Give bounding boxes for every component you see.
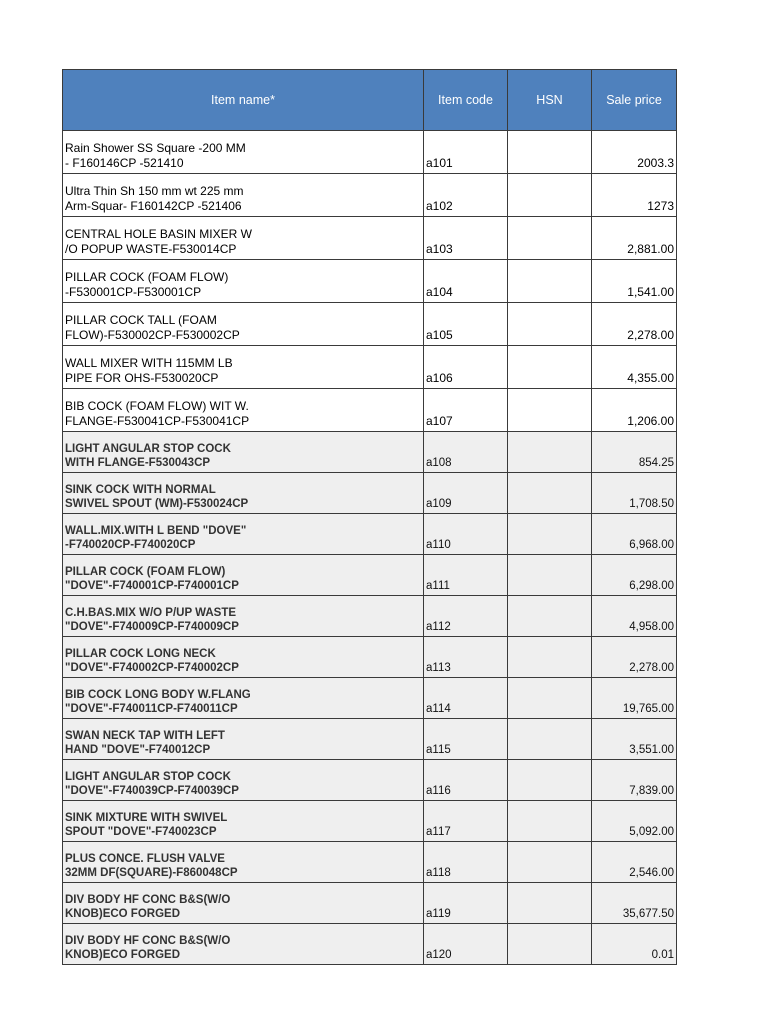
table-row [63, 555, 677, 596]
item-name-cell[interactable]: PILLAR COCK (FOAM FLOW) -F530001CP-F530001CP [63, 260, 424, 303]
hsn-cell[interactable] [508, 760, 592, 801]
item-name-cell[interactable]: PLUS CONCE. FLUSH VALVE 32MM DF(SQUARE)-F860048CP [63, 842, 424, 883]
hsn-cell[interactable] [508, 217, 592, 260]
item-code-cell[interactable]: a104 [424, 260, 508, 303]
table-row [63, 678, 677, 719]
item-name-cell[interactable]: Rain Shower SS Square -200 MM - F160146CP -521410 [63, 131, 424, 174]
sale-price-cell[interactable]: 1,708.50 [592, 473, 677, 514]
table-row [63, 842, 677, 883]
table-row [63, 303, 677, 346]
sale-price-cell[interactable]: 3,551.00 [592, 719, 677, 760]
sale-price-cell[interactable]: 2,546.00 [592, 842, 677, 883]
hsn-cell[interactable] [508, 883, 592, 924]
header-item-name[interactable]: Item name* [63, 70, 424, 131]
header-item-code[interactable]: Item code [424, 70, 508, 131]
item-name-cell[interactable]: LIGHT ANGULAR STOP COCK "DOVE"-F740039CP-F740039CP [63, 760, 424, 801]
sale-price-cell[interactable]: 854.25 [592, 432, 677, 473]
item-name-cell[interactable]: C.H.BAS.MIX W/O P/UP WASTE "DOVE"-F740009CP-F740009CP [63, 596, 424, 637]
item-code-cell[interactable]: a106 [424, 346, 508, 389]
hsn-cell[interactable] [508, 303, 592, 346]
sale-price-cell[interactable]: 4,958.00 [592, 596, 677, 637]
item-name-cell[interactable]: BIB COCK (FOAM FLOW) WIT W. FLANGE-F530041CP-F530041CP [63, 389, 424, 432]
item-code-cell[interactable]: a107 [424, 389, 508, 432]
item-name-cell[interactable]: PILLAR COCK LONG NECK "DOVE"-F740002CP-F740002CP [63, 637, 424, 678]
item-code-cell[interactable]: a118 [424, 842, 508, 883]
item-name-cell[interactable]: SINK MIXTURE WITH SWIVEL SPOUT "DOVE"-F740023CP [63, 801, 424, 842]
sale-price-cell[interactable]: 1273 [592, 174, 677, 217]
item-code-cell[interactable]: a120 [424, 924, 508, 965]
item-name-cell[interactable]: SINK COCK WITH NORMAL SWIVEL SPOUT (WM)-F530024CP [63, 473, 424, 514]
sale-price-cell[interactable]: 5,092.00 [592, 801, 677, 842]
item-code-cell[interactable]: a111 [424, 555, 508, 596]
table-row [63, 801, 677, 842]
item-name-cell[interactable]: DIV BODY HF CONC B&S(W/O KNOB)ECO FORGED [63, 883, 424, 924]
item-name-cell[interactable]: Ultra Thin Sh 150 mm wt 225 mm Arm-Squar- F160142CP -521406 [63, 174, 424, 217]
table-row [63, 596, 677, 637]
item-name-cell[interactable]: WALL.MIX.WITH L BEND "DOVE" -F740020CP-F740020CP [63, 514, 424, 555]
item-code-cell[interactable]: a108 [424, 432, 508, 473]
hsn-cell[interactable] [508, 260, 592, 303]
hsn-cell[interactable] [508, 637, 592, 678]
item-name-cell[interactable]: LIGHT ANGULAR STOP COCK WITH FLANGE-F530043CP [63, 432, 424, 473]
item-name-cell[interactable]: DIV BODY HF CONC B&S(W/O KNOB)ECO FORGED [63, 924, 424, 965]
sale-price-cell[interactable]: 19,765.00 [592, 678, 677, 719]
hsn-cell[interactable] [508, 432, 592, 473]
item-name-cell[interactable]: BIB COCK LONG BODY W.FLANG "DOVE"-F740011CP-F740011CP [63, 678, 424, 719]
item-code-cell[interactable]: a112 [424, 596, 508, 637]
table-row [63, 131, 677, 174]
item-code-cell[interactable]: a117 [424, 801, 508, 842]
hsn-cell[interactable] [508, 131, 592, 174]
item-code-cell[interactable]: a110 [424, 514, 508, 555]
hsn-cell[interactable] [508, 473, 592, 514]
hsn-cell[interactable] [508, 924, 592, 965]
item-code-cell[interactable]: a109 [424, 473, 508, 514]
sale-price-cell[interactable]: 1,206.00 [592, 389, 677, 432]
hsn-cell[interactable] [508, 174, 592, 217]
hsn-cell[interactable] [508, 389, 592, 432]
item-code-cell[interactable]: a103 [424, 217, 508, 260]
sale-price-cell[interactable]: 4,355.00 [592, 346, 677, 389]
header-hsn[interactable]: HSN [508, 70, 592, 131]
sale-price-cell[interactable]: 7,839.00 [592, 760, 677, 801]
hsn-cell[interactable] [508, 514, 592, 555]
table-row [63, 514, 677, 555]
table-row [63, 432, 677, 473]
item-code-cell[interactable]: a115 [424, 719, 508, 760]
sale-price-cell[interactable]: 6,298.00 [592, 555, 677, 596]
hsn-cell[interactable] [508, 346, 592, 389]
table-header [63, 70, 677, 131]
table-row [63, 760, 677, 801]
hsn-cell[interactable] [508, 555, 592, 596]
sale-price-cell[interactable]: 2,278.00 [592, 637, 677, 678]
header-sale-price[interactable]: Sale price [592, 70, 677, 131]
item-name-cell[interactable]: SWAN NECK TAP WITH LEFT HAND "DOVE"-F740012CP [63, 719, 424, 760]
table-row [63, 260, 677, 303]
table-row [63, 924, 677, 965]
table-row [63, 719, 677, 760]
table-row [63, 389, 677, 432]
item-name-cell[interactable]: PILLAR COCK (FOAM FLOW) "DOVE"-F740001CP-F740001CP [63, 555, 424, 596]
sale-price-cell[interactable]: 6,968.00 [592, 514, 677, 555]
sale-price-cell[interactable]: 1,541.00 [592, 260, 677, 303]
table-row [63, 473, 677, 514]
sale-price-cell[interactable]: 2003.3 [592, 131, 677, 174]
item-code-cell[interactable]: a114 [424, 678, 508, 719]
sale-price-cell[interactable]: 2,881.00 [592, 217, 677, 260]
table-row [63, 883, 677, 924]
item-code-cell[interactable]: a102 [424, 174, 508, 217]
hsn-cell[interactable] [508, 596, 592, 637]
sale-price-cell[interactable]: 2,278.00 [592, 303, 677, 346]
sale-price-cell[interactable]: 0.01 [592, 924, 677, 965]
item-code-cell[interactable]: a113 [424, 637, 508, 678]
table-row [63, 346, 677, 389]
table-body [63, 131, 677, 965]
item-code-cell[interactable]: a116 [424, 760, 508, 801]
sale-price-cell[interactable]: 35,677.50 [592, 883, 677, 924]
item-code-cell[interactable]: a105 [424, 303, 508, 346]
item-name-cell[interactable]: PILLAR COCK TALL (FOAM FLOW)-F530002CP-F530002CP [63, 303, 424, 346]
table-row [63, 217, 677, 260]
table-row [63, 637, 677, 678]
table-row [63, 174, 677, 217]
item-price-table [62, 69, 677, 965]
item-name-cell[interactable]: WALL MIXER WITH 115MM LB PIPE FOR OHS-F530020CP [63, 346, 424, 389]
item-name-cell[interactable]: CENTRAL HOLE BASIN MIXER W /O POPUP WASTE-F530014CP [63, 217, 424, 260]
hsn-cell[interactable] [508, 719, 592, 760]
hsn-cell[interactable] [508, 678, 592, 719]
item-code-cell[interactable]: a119 [424, 883, 508, 924]
hsn-cell[interactable] [508, 842, 592, 883]
item-code-cell[interactable]: a101 [424, 131, 508, 174]
hsn-cell[interactable] [508, 801, 592, 842]
